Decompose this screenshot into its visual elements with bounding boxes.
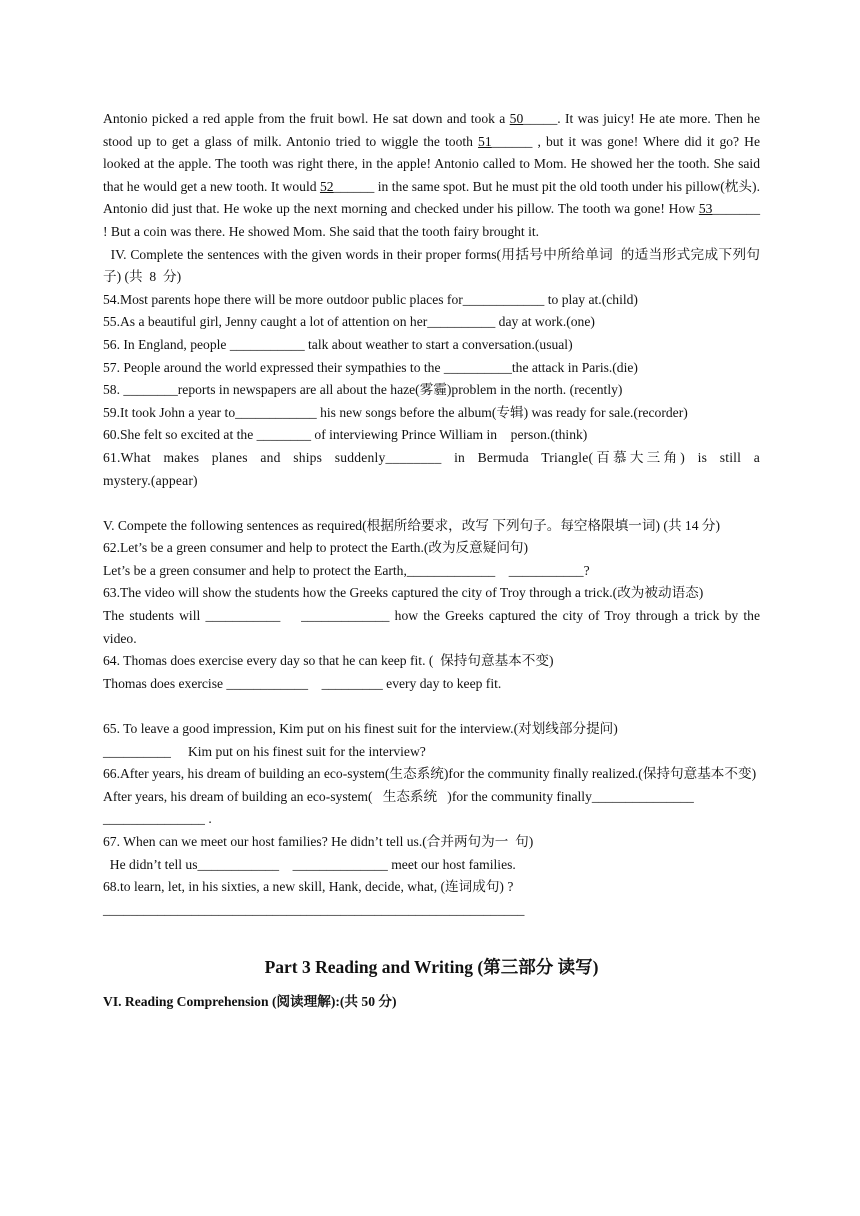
document-page	[103, 108, 764, 1013]
answer-line-66: After years, his dream of building an eco-system( 生态系统 )for the community finally_______________	[103, 788, 694, 804]
question-60: 60.She felt so excited at the ________ of interviewing Prince William in person.(think)	[103, 427, 588, 443]
blank-53: 53	[698, 201, 713, 217]
question-68: 68.to learn, let, in his sixties, a new skill, Hank, decide, what, (连词成句) ?	[103, 879, 514, 895]
answer-line-64: Thomas does exercise ____________ _________ every day to keep fit.	[103, 675, 502, 691]
question-66: 66.After years, his dream of building an eco-system(生态系统)for the community finally realized.(保持句意基本不变)	[103, 766, 757, 782]
passage-text: ______ in the same spot. But he must pit the old tooth under his pillow(枕头). Antonio did just that. He woke up the next morning and checked under his pillow. The tooth wa gone! How	[103, 178, 760, 217]
blank-50: 50	[509, 111, 524, 126]
answer-line-68: ______________________________________________________________	[103, 901, 525, 917]
question-61: 61.What makes planes and ships suddenly________ in Bermuda Triangle(百慕大三角) is still a mystery.(appear)	[103, 449, 760, 488]
answer-line-62: Let’s be a green consumer and help to protect the Earth,_____________ ___________?	[103, 562, 590, 578]
blank-51: 51	[478, 133, 492, 149]
answer-line-65: __________ Kim put on his finest suit for the interview?	[103, 743, 426, 759]
answer-line-67: He didn’t tell us____________ ______________ meet our host families.	[103, 856, 516, 872]
question-64: 64. Thomas does exercise every day so that he can keep fit. ( 保持句意基本不变)	[103, 653, 554, 669]
answer-line-63: The students will ___________ _____________ how the Greeks captured the city of Troy through a trick by the video.	[103, 608, 764, 646]
passage-text: _______ ! But a coin was there. He showed Mom. She said that the tooth fairy brought it.	[103, 201, 760, 239]
spacer	[103, 492, 760, 515]
passage-text: ______ , but it was gone! Where did it go? He looked at the apple. The tooth was right there, in the apple! Antonio called to Mom. He showed her the tooth. She said that he would get a new tooth. It would	[103, 133, 760, 194]
question-67: 67. When can we meet our host families? He didn’t tell us.(合并两句为一 句)	[103, 834, 534, 849]
section-5-heading: V. Compete the following sentences as required(根据所给要求，改写 下列句子。每空格限填一词) (共 14 分)	[103, 517, 721, 533]
blank-52: 52	[319, 178, 334, 194]
question-65: 65. To leave a good impression, Kim put on his finest suit for the interview.(对划线部分提问)	[103, 721, 618, 737]
answer-line-66-cont: _______________ .	[103, 811, 212, 827]
cloze-passage	[103, 108, 760, 244]
question-63: 63.The video will show the students how the Greeks captured the city of Troy through a trick.(改为被动语态)	[103, 585, 704, 601]
question-62: 62.Let’s be a green consumer and help to protect the Earth.(改为反意疑问句)	[103, 540, 529, 556]
question-59: 59.It took John a year to____________ his new songs before the album(专辑) was ready for sale.(recorder)	[103, 404, 688, 420]
question-57: 57. People around the world expressed their sympathies to the __________the attack in Paris.(die)	[103, 359, 638, 375]
question-54: 54.Most parents hope there will be more outdoor public places for____________ to play at.(child)	[103, 291, 638, 307]
question-55: 55.As a beautiful girl, Jenny caught a lot of attention on her__________ day at work.(one)	[103, 314, 595, 330]
part-3-title: Part 3 Reading and Writing (第三部分 读写)	[264, 957, 599, 978]
section-6-heading: VI. Reading Comprehension (阅读理解):(共 50 分)	[103, 994, 397, 1010]
spacer	[103, 695, 760, 718]
section-4-heading: IV. Complete the sentences with the given words in their proper forms(用括号中所给单词 的适当形式完成下列句子) (共 8 分)	[103, 246, 761, 285]
passage-text: Antonio picked a red apple from the fruit bowl. He sat down and took a	[103, 111, 510, 126]
passage-text: _____. It was juicy! He ate more. Then he stood up to get a glass of milk. Antonio tried to wiggle the tooth	[103, 111, 761, 149]
question-58: 58. ________reports in newspapers are all about the haze(雾霾)problem in the north. (recently)	[103, 382, 623, 398]
question-56: 56. In England, people ___________ talk about weather to start a conversation.(usual)	[103, 336, 573, 352]
